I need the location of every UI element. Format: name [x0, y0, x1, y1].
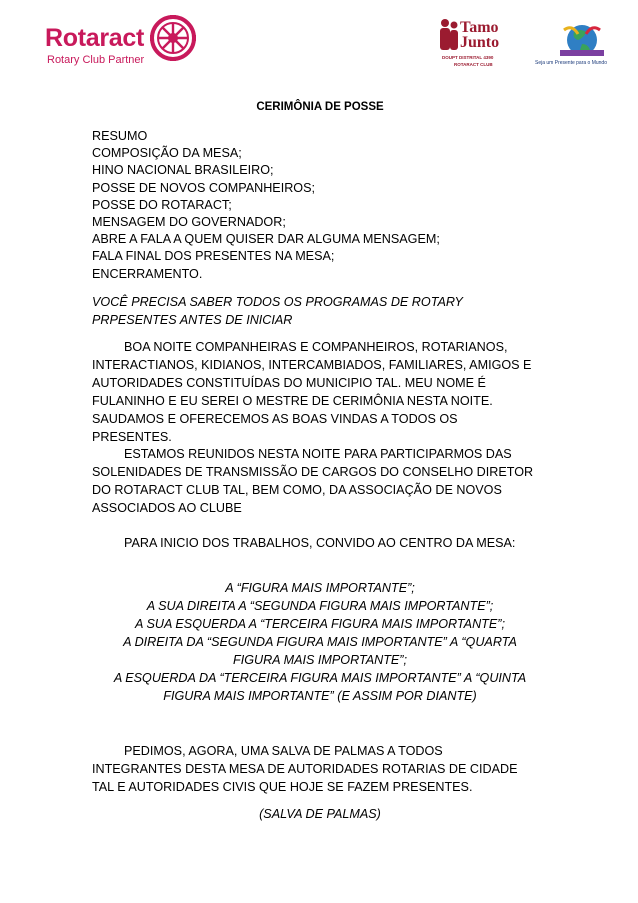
- summary-item: HINO NACIONAL BRASILEIRO;: [92, 163, 274, 178]
- closing-line: (SALVA DE PALMAS): [259, 807, 381, 821]
- summary-item: FALA FINAL DOS PRESENTES NA MESA;: [92, 249, 335, 264]
- rotaract-logo: [45, 12, 205, 72]
- tamo-junto-subtitle: DOUPT DISTRITAL 4390: [442, 55, 494, 60]
- summary-item: COMPOSIÇÃO DA MESA;: [92, 146, 242, 161]
- tamo-junto-club: ROTARACT CLUB: [454, 62, 493, 67]
- paragraph-welcome: BOA NOITE COMPANHEIRAS E COMPANHEIROS, ROTARIANOS, INTERACTIANOS, KIDIANOS, INTERCAMBIADOS, FAMILIARES, AMIGOS E AUTORIDADES CONSTITUÍDAS DO MUNICIPIO TAL. MEU NOME É FULANINHO E EU SEREI O MESTRE DE CERIMÔNIA NESTA NOITE. SAUDAMOS E OFERECEMOS AS BOAS VINDAS A TODOS OS PRESENTES.: [92, 340, 532, 444]
- people-icon: [438, 18, 460, 52]
- summary-item: MENSAGEM DO GOVERNADOR;: [92, 215, 286, 230]
- paragraph-applause: PEDIMOS, AGORA, UMA SALVA DE PALMAS A TODOS INTEGRANTES DESTA MESA DE AUTORIDADES ROTARIAS DE CIDADE TAL E AUTORIDADES CIVIS QUE HOJE SE FAZEM PRESENTES.: [92, 744, 518, 794]
- italic-note: VOCÊ PRECISA SABER TODOS OS PROGRAMAS DE ROTARY PRPESENTES ANTES DE INICIAR: [92, 295, 463, 327]
- document-title: CERIMÔNIA DE POSSE: [256, 101, 384, 113]
- summary-item: POSSE DO ROTARACT;: [92, 197, 232, 212]
- tamo-junto-logo: [438, 18, 500, 76]
- globe-icon: [552, 22, 612, 60]
- paragraph-purpose: ESTAMOS REUNIDOS NESTA NOITE PARA PARTICIPARMOS DAS SOLENIDADES DE TRANSMISSÃO DE CARGOS DO CONSELHO DIRETOR DO ROTARACT CLUB TAL, BEM COMO, DA ASSOCIAÇÃO DE NOVOS ASSOCIADOS AO CLUBE: [92, 447, 534, 515]
- rotary-wheel-icon: [150, 15, 196, 61]
- summary-list: [92, 128, 440, 283]
- rotaract-wordmark: Rotaract: [45, 24, 145, 52]
- table-composition: A “FIGURA MAIS IMPORTANTE”; A SUA DIREITA A “SEGUNDA FIGURA MAIS IMPORTANTE”; A SUA ESQUERDA A “TERCEIRA FIGURA MAIS IMPORTANTE”; A DIREITA DA “SEGUNDA FIGURA MAIS IMPORTANTE” A “QUARTA FIGURA MAIS IMPORTANTE”; A ESQUERDA DA “TERCEIRA FIGURA MAIS IMPORTANTE” A “QUINTA FIGURA MAIS IMPORTANTE” (E ASSIM POR DIANTE): [113, 581, 527, 703]
- paragraph-invite: PARA INICIO DOS TRABALHOS, CONVIDO AO CENTRO DA MESA:: [124, 536, 516, 550]
- summary-item: ENCERRAMENTO.: [92, 266, 203, 281]
- rotary-theme-caption: Seja um Presente para o Mundo: [535, 60, 607, 66]
- page-header: [0, 0, 638, 80]
- summary-item: ABRE A FALA A QUEM QUISER DAR ALGUMA MENSAGEM;: [92, 232, 440, 247]
- rotaract-tagline: Rotary Club Partner: [47, 54, 145, 66]
- summary-item: POSSE DE NOVOS COMPANHEIROS;: [92, 180, 315, 195]
- rotary-theme-logo: [535, 22, 630, 70]
- summary-item: RESUMO: [92, 129, 148, 143]
- tamo-junto-title: Tamo Junto: [460, 19, 500, 51]
